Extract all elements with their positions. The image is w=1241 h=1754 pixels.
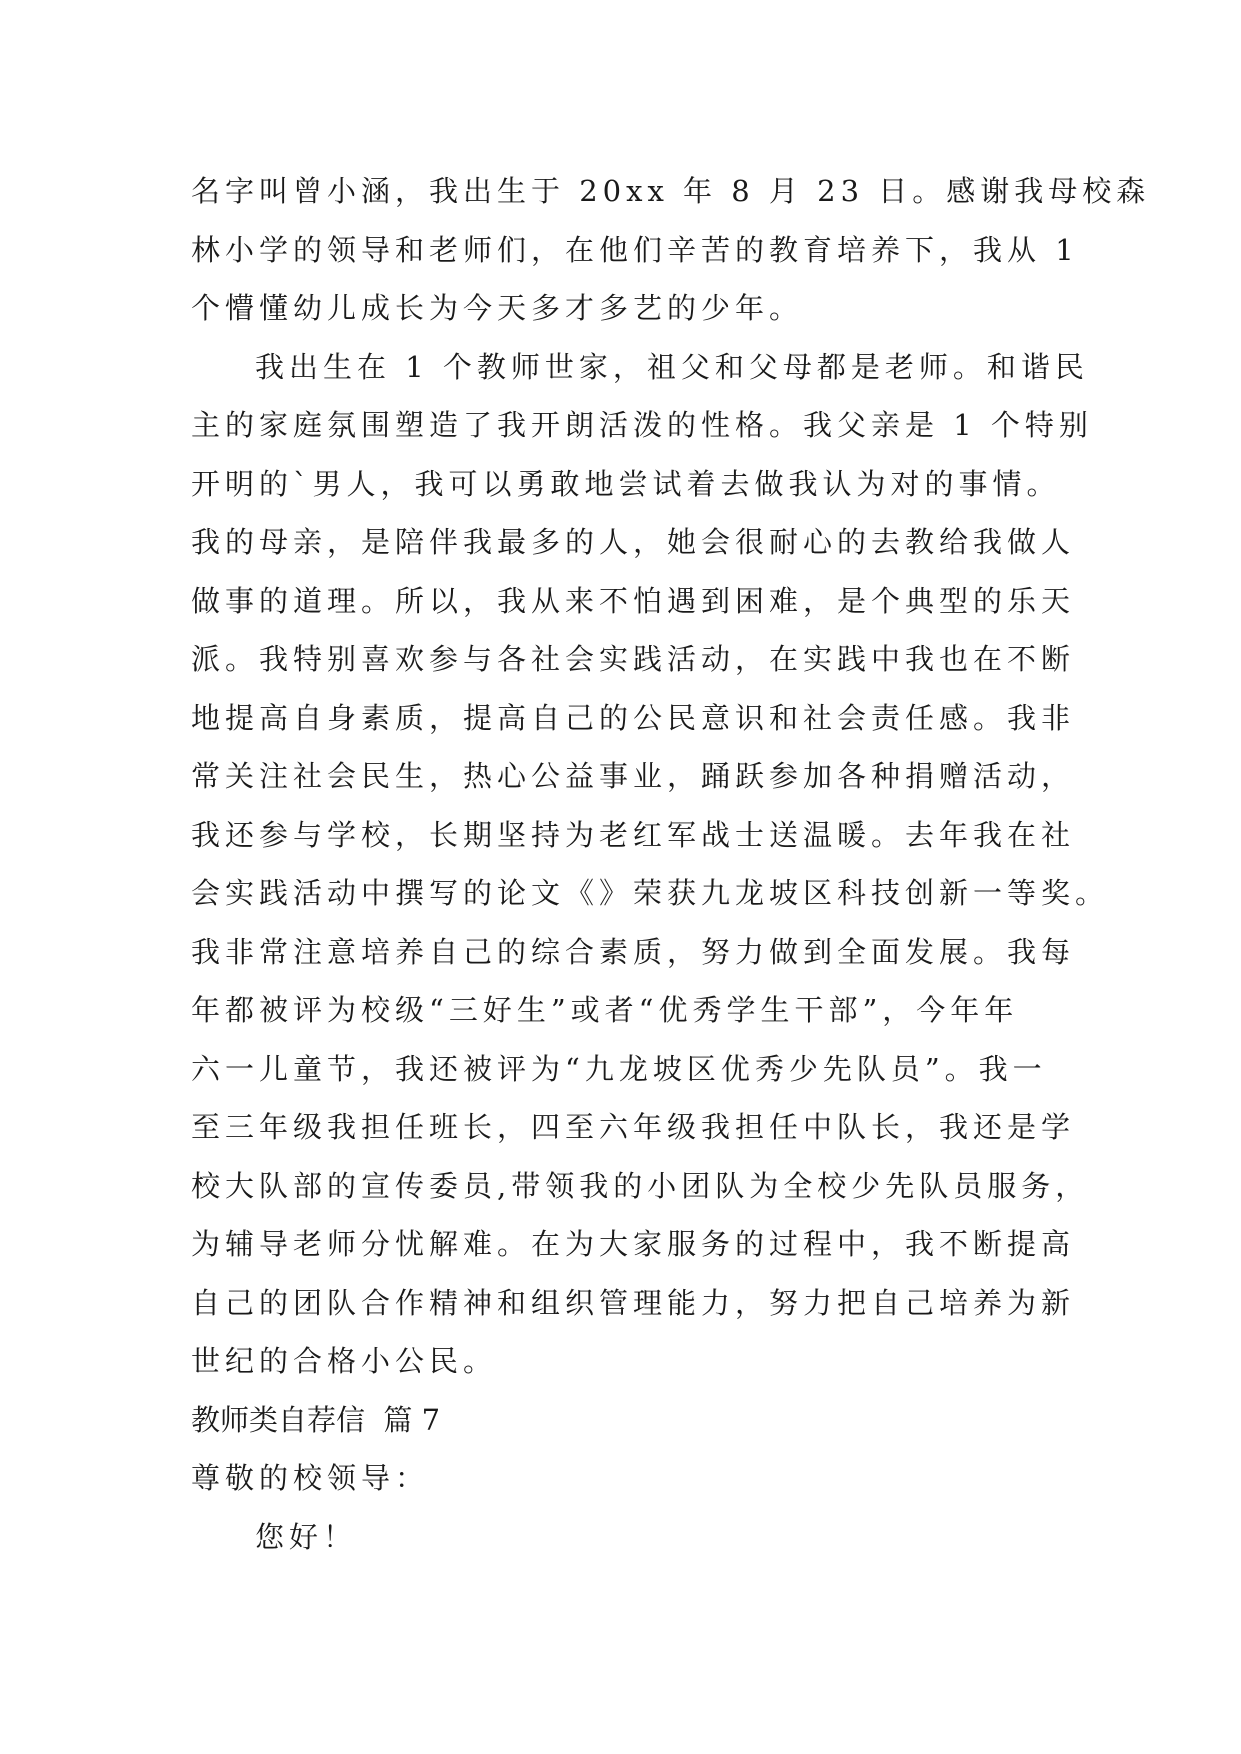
paragraph-line: 我的母亲，是陪伴我最多的人，她会很耐心的去教给我做人 — [191, 525, 1076, 559]
paragraph-line: 世纪的合格小公民。 — [191, 1344, 498, 1378]
paragraph-line: 我出生在 1 个教师世家，祖父和父母都是老师。和谐民 — [255, 349, 1089, 384]
paragraph-line: 自己的团队合作精神和组织管理能力，努力把自己培养为新 — [191, 1285, 1076, 1320]
paragraph-line: 常关注社会民生，热心公益事业，踊跃参加各种捐赠活动， — [191, 759, 1076, 793]
greeting: 您好！ — [255, 1519, 358, 1554]
paragraph-line: 六一儿童节，我还被评为“九龙坡区优秀少先队员”。我一 — [191, 1051, 1047, 1086]
paragraph-line: 为辅导老师分忧解难。在为大家服务的过程中，我不断提高 — [191, 1227, 1076, 1261]
paragraph-line: 年都被评为校级“三好生”或者“优秀学生干部”，今年年 — [191, 993, 1019, 1027]
paragraph-line: 主的家庭氛围塑造了我开朗活泼的性格。我父亲是 1 个特别 — [191, 408, 1093, 442]
paragraph-line: 我还参与学校，长期坚持为老红军战士送温暖。去年我在社 — [191, 817, 1076, 852]
paragraph-1 — [191, 162, 1151, 338]
paragraph-line: 做事的道理。所以，我从来不怕遇到困难，是个典型的乐天 — [191, 583, 1076, 618]
paragraph-line: 林小学的领导和老师们，在他们辛苦的教育培养下，我从 1 — [191, 232, 1079, 267]
paragraph-line: 校大队部的宣传委员,带领我的小团队为全校少先队员服务， — [191, 1168, 1090, 1203]
paragraph-line: 派。我特别喜欢参与各社会实践活动，在实践中我也在不断 — [191, 642, 1076, 676]
paragraph-line: 我非常注意培养自己的综合素质，努力做到全面发展。我每 — [191, 934, 1076, 969]
section-heading: 教师类自荐信 篇 7 — [191, 1402, 441, 1437]
salutation: 尊敬的校领导： — [191, 1461, 430, 1495]
paragraph-line: 至三年级我担任班长，四至六年级我担任中队长，我还是学 — [191, 1110, 1076, 1144]
paragraph-line: 会实践活动中撰写的论文《》荣获九龙坡区科技创新一等奖。 — [191, 876, 1110, 910]
paragraph-line: 地提高自身素质，提高自己的公民意识和社会责任感。我非 — [191, 700, 1076, 735]
document-body — [191, 162, 1151, 1566]
paragraph-line: 开明的`男人，我可以勇敢地尝试着去做我认为对的事情。 — [191, 466, 1061, 501]
paragraph-line: 名字叫曾小涵，我出生于 20xx 年 8 月 23 日。感谢我母校森 — [191, 174, 1151, 208]
paragraph-line: 个懵懂幼儿成长为今天多才多艺的少年。 — [191, 291, 804, 325]
paragraph-2 — [191, 338, 1110, 1391]
